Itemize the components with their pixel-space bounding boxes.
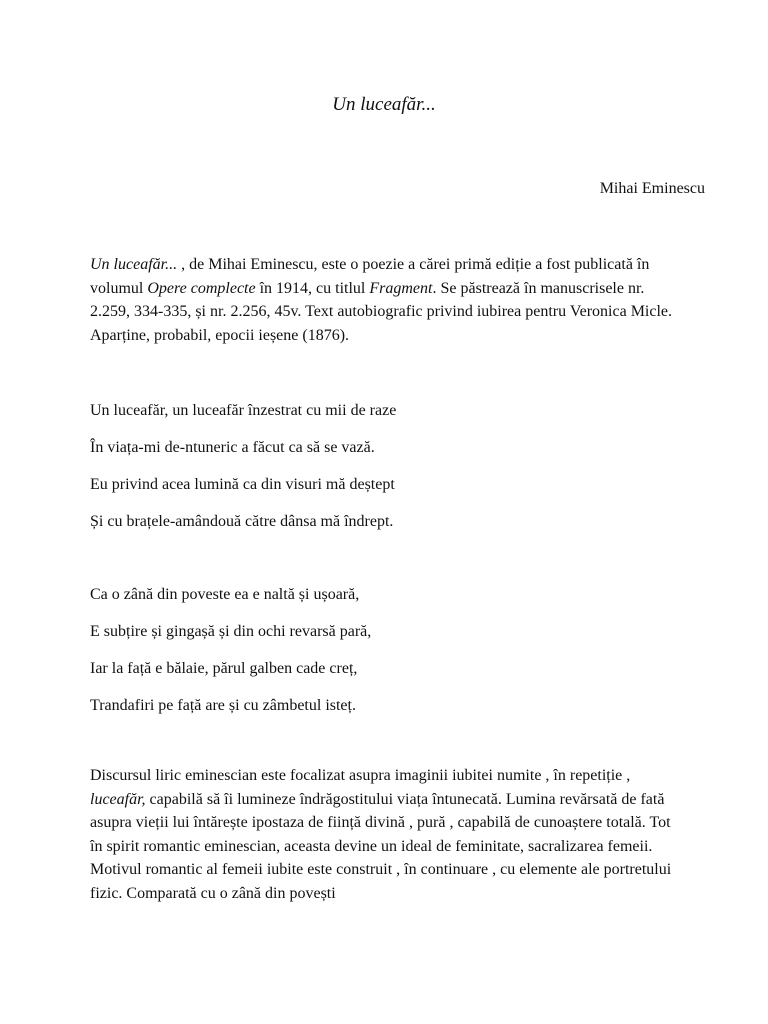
verse-line: Eu privind acea lumină ca din visuri mă deștept — [90, 476, 395, 493]
intro-text-1: , de Mihai Eminescu, este o poezie a cărei primă ediție a fost publicată în volumul — [90, 256, 650, 297]
analysis-text-1: Discursul liric eminescian este focalizat asupra imaginii iubitei numite , în repetiție , — [90, 767, 631, 784]
poem-title: Un luceafăr... — [332, 94, 436, 115]
intro-text-2: în 1914, cu titlul — [255, 279, 370, 297]
verse-line: E subțire și gingașă și din ochi revarsă pară, — [90, 623, 372, 640]
verse-line: În viața-mi de-ntuneric a făcut ca să se vază. — [90, 439, 375, 456]
analysis-paragraph — [90, 764, 680, 905]
intro-title-ref: Un luceafăr... — [90, 256, 178, 273]
intro-text-3: . Se păstrează în manuscrisele nr. 2.259, 334-335, și nr. 2.256, 45v. Text autobiografic privind iubirea pentru Veronica Micle. Aparține, probabil, epocii ieșene (1876). — [90, 279, 673, 344]
analysis-keyword: luceafăr, — [90, 790, 146, 808]
author-name: Mihai Eminescu — [599, 180, 705, 197]
stanza-2 — [90, 585, 690, 733]
verse-line: Ca o zână din poveste ea e naltă și ușoară, — [90, 586, 360, 603]
verse-line: Un luceafăr, un luceafăr înzestrat cu mii de raze — [90, 402, 397, 419]
stanza-1 — [90, 401, 690, 549]
intro-volume-name: Opere complecte — [147, 279, 256, 297]
verse-line: Iar la față e bălaie, părul galben cade creț, — [90, 660, 358, 677]
verse-line: Și cu brațele-amândouă către dânsa mă îndrept. — [90, 513, 394, 530]
analysis-text-2: capabilă să îi lumineze îndrăgostitului viața întunecată. Lumina revărsată de fată asupra vieții lui întărește ipostaza de ființă divină , pură , capabilă de cunoaștere totală. Tot în spirit romantic eminescian, aceasta devine un ideal de feminitate, sacralizarea femeii. Motivul romantic al femeii iubite este construit , în continuare , cu elemente ale portretului fizic. Comparată cu o zână din povești — [90, 790, 672, 902]
intro-original-title: Fragment — [369, 279, 433, 297]
intro-paragraph — [90, 253, 680, 347]
verse-line: Trandafiri pe față are și cu zâmbetul isteț. — [90, 697, 356, 714]
